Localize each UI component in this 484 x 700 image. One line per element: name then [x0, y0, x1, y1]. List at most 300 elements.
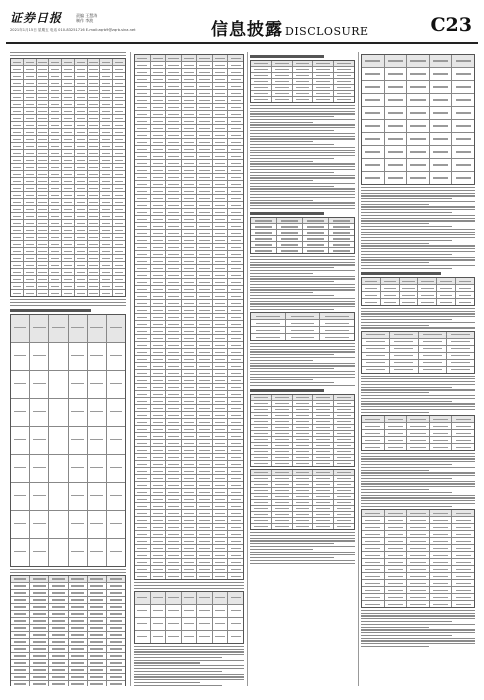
cell-text — [137, 114, 147, 115]
table-cell — [88, 371, 107, 398]
cell-text — [33, 683, 46, 684]
table-cell — [228, 510, 243, 516]
cell-text — [199, 170, 209, 171]
table-cell — [313, 476, 334, 481]
text-line — [361, 206, 475, 207]
table-cell — [11, 632, 30, 638]
cell-text — [199, 100, 209, 101]
cell-text — [325, 337, 349, 338]
table-row — [11, 122, 125, 129]
cell-text — [199, 72, 209, 73]
table-cell — [385, 159, 408, 171]
table-cell — [107, 483, 125, 510]
table-cell — [182, 482, 198, 488]
table-cell — [30, 674, 49, 680]
text-line — [250, 560, 355, 561]
cell-text — [168, 415, 178, 416]
table-cell — [228, 293, 243, 299]
table-cell — [151, 349, 167, 355]
table-cell — [272, 395, 293, 400]
table-cell — [182, 618, 198, 630]
cell-text — [199, 394, 209, 395]
cell-text — [64, 76, 72, 77]
cell-text — [13, 209, 21, 210]
table-cell — [24, 206, 37, 212]
table-cell — [135, 475, 151, 481]
cell-text — [199, 450, 209, 451]
table-cell — [49, 199, 62, 205]
table-cell — [334, 425, 354, 430]
table-cell — [293, 73, 314, 78]
cell-text — [254, 526, 268, 527]
table-cell — [182, 370, 198, 376]
cell-text — [71, 411, 84, 412]
table-cell — [228, 237, 243, 243]
cell-text — [199, 478, 209, 479]
cell-text — [365, 583, 380, 584]
table-row — [11, 681, 125, 686]
table-cell — [166, 69, 182, 75]
cell-text — [102, 167, 110, 168]
cell-text — [215, 569, 225, 570]
text-line — [361, 223, 429, 224]
table-cell — [313, 431, 334, 436]
cell-text — [365, 555, 380, 556]
cell-text — [337, 75, 351, 76]
cell-text — [38, 174, 46, 175]
cell-text — [231, 450, 241, 451]
table-cell — [11, 199, 24, 205]
table-cell — [166, 454, 182, 460]
table-cell — [75, 248, 88, 254]
table-cell — [37, 143, 50, 149]
cell-text — [89, 104, 97, 105]
table-cell — [11, 611, 30, 617]
table-cell — [151, 419, 167, 425]
cell-text — [153, 317, 163, 318]
cell-text — [115, 251, 123, 252]
table-cell — [49, 192, 62, 198]
table-cell — [182, 461, 198, 467]
cell-text — [137, 380, 147, 381]
table-cell — [24, 73, 37, 79]
table-cell — [49, 143, 62, 149]
cell-text — [52, 627, 65, 628]
cell-text — [307, 244, 325, 245]
table-cell — [228, 195, 243, 201]
cell-text — [423, 341, 442, 342]
text-line — [250, 540, 355, 541]
table-cell — [100, 206, 113, 212]
text-line — [250, 208, 355, 209]
text-line — [361, 257, 475, 258]
table-cell — [88, 646, 107, 652]
table-cell — [100, 199, 113, 205]
table-cell — [49, 234, 62, 240]
table-row — [11, 639, 125, 646]
cell-text — [365, 295, 377, 296]
data-table — [361, 277, 475, 306]
cell-text — [14, 655, 27, 656]
cell-text — [13, 258, 21, 259]
table-row — [11, 171, 125, 178]
cell-text — [168, 513, 178, 514]
table-cell — [362, 292, 381, 298]
cell-text — [168, 338, 178, 339]
table-cell — [88, 269, 101, 275]
table-cell — [213, 398, 229, 404]
cell-text — [184, 471, 194, 472]
table-row — [135, 181, 243, 188]
cell-text — [71, 327, 84, 328]
cell-text — [433, 73, 448, 74]
table-cell — [197, 251, 213, 257]
table-row — [135, 195, 243, 202]
cell-text — [51, 174, 59, 175]
table-cell — [75, 220, 88, 226]
table-cell — [62, 122, 75, 128]
table-cell — [69, 399, 88, 426]
cell-text — [231, 303, 241, 304]
cell-text — [199, 422, 209, 423]
table-cell — [166, 405, 182, 411]
cell-text — [153, 345, 163, 346]
cell-text — [215, 401, 225, 402]
cell-text — [71, 467, 84, 468]
table-cell — [447, 346, 474, 352]
table-cell — [197, 237, 213, 243]
cell-text — [215, 562, 225, 563]
table-cell — [293, 443, 314, 448]
table-row — [11, 66, 125, 73]
table-row — [135, 412, 243, 419]
cell-text — [365, 112, 380, 113]
cell-text — [231, 198, 241, 199]
cell-text — [365, 447, 380, 448]
cell-text — [51, 251, 59, 252]
table-cell — [334, 482, 354, 487]
cell-text — [410, 177, 425, 178]
table-cell — [62, 87, 75, 93]
table-cell — [62, 143, 75, 149]
cell-text — [231, 156, 241, 157]
cell-text — [89, 83, 97, 84]
table-cell — [166, 370, 182, 376]
cell-text — [102, 118, 110, 119]
cell-text — [153, 58, 163, 59]
cell-text — [215, 373, 225, 374]
table-cell — [24, 108, 37, 114]
table-cell — [113, 227, 125, 233]
cell-text — [333, 220, 351, 221]
cell-text — [296, 457, 310, 458]
table-cell — [272, 500, 293, 505]
cell-text — [77, 153, 85, 154]
table-cell — [30, 632, 49, 638]
cell-text — [137, 212, 147, 213]
table-cell — [251, 470, 272, 475]
cell-text — [410, 125, 425, 126]
cell-text — [38, 265, 46, 266]
section-heading — [10, 309, 91, 312]
table-cell — [303, 230, 329, 235]
table-cell — [30, 427, 49, 454]
cell-text — [90, 383, 103, 384]
text-line — [134, 674, 244, 675]
cell-text — [89, 244, 97, 245]
cell-text — [215, 149, 225, 150]
table-cell — [272, 67, 293, 72]
cell-text — [296, 484, 310, 485]
table-cell — [407, 573, 430, 579]
cell-text — [199, 499, 209, 500]
cell-text — [199, 534, 209, 535]
table-cell — [452, 120, 474, 132]
table-cell — [166, 90, 182, 96]
cell-text — [90, 523, 103, 524]
table-cell — [213, 559, 229, 565]
cell-text — [184, 233, 194, 234]
table-cell — [30, 681, 49, 686]
cell-text — [291, 316, 315, 317]
table-cell — [182, 503, 198, 509]
cell-text — [168, 436, 178, 437]
cell-text — [89, 146, 97, 147]
text-line — [361, 215, 475, 216]
table-cell — [452, 552, 474, 558]
section-heading — [361, 272, 441, 275]
table-cell — [213, 83, 229, 89]
cell-text — [365, 440, 380, 441]
table-row — [135, 293, 243, 300]
table-cell — [151, 328, 167, 334]
table-cell — [213, 146, 229, 152]
cell-text — [215, 303, 225, 304]
table-cell — [313, 443, 334, 448]
text-line — [361, 467, 475, 468]
table-cell — [293, 449, 314, 454]
table-cell — [228, 559, 243, 565]
text-line — [10, 52, 126, 53]
text-line — [361, 618, 475, 619]
cell-text — [77, 244, 85, 245]
table-cell — [334, 401, 354, 406]
table-cell — [135, 230, 151, 236]
cell-text — [168, 191, 178, 192]
table-row — [135, 160, 243, 167]
cell-text — [275, 490, 289, 491]
cell-text — [64, 293, 72, 294]
cell-text — [51, 202, 59, 203]
cell-text — [168, 212, 178, 213]
text-block — [10, 569, 126, 573]
table-cell — [88, 590, 107, 596]
cell-text — [52, 648, 65, 649]
table-cell — [182, 258, 198, 264]
table-cell — [452, 444, 474, 450]
table-cell — [197, 517, 213, 523]
cell-text — [421, 295, 433, 296]
text-line — [361, 240, 452, 241]
table-cell — [151, 454, 167, 460]
table-cell — [151, 412, 167, 418]
cell-text — [38, 97, 46, 98]
table-cell — [407, 107, 430, 119]
cell-text — [388, 569, 403, 570]
cell-text — [137, 387, 147, 388]
cell-text — [296, 75, 310, 76]
table-cell — [135, 447, 151, 453]
text-line — [250, 105, 355, 106]
cell-text — [115, 174, 123, 175]
cell-text — [52, 578, 65, 579]
table-cell — [182, 524, 198, 530]
cell-text — [110, 355, 123, 356]
cell-text — [184, 240, 194, 241]
cell-text — [90, 551, 103, 552]
table-cell — [452, 594, 474, 600]
cell-text — [365, 151, 380, 152]
table-cell — [62, 171, 75, 177]
cell-text — [199, 597, 209, 598]
cell-text — [410, 73, 425, 74]
cell-text — [33, 578, 46, 579]
table-cell — [182, 244, 198, 250]
cell-text — [199, 303, 209, 304]
text-line — [361, 492, 452, 493]
cell-text — [215, 282, 225, 283]
table-cell — [135, 146, 151, 152]
table-cell — [69, 653, 88, 659]
cell-text — [102, 286, 110, 287]
cell-text — [137, 555, 147, 556]
cell-text — [215, 464, 225, 465]
table-cell — [407, 437, 430, 443]
cell-text — [137, 478, 147, 479]
cell-text — [89, 188, 97, 189]
cell-text — [254, 75, 268, 76]
table-cell — [88, 255, 101, 261]
cell-text — [365, 86, 380, 87]
table-cell — [182, 153, 198, 159]
cell-text — [137, 303, 147, 304]
table-cell — [362, 444, 385, 450]
cell-text — [13, 132, 21, 133]
table-cell — [135, 55, 151, 61]
cell-text — [168, 394, 178, 395]
table-cell — [430, 107, 453, 119]
table-cell — [151, 244, 167, 250]
cell-text — [137, 345, 147, 346]
cell-text — [384, 302, 396, 303]
cell-text — [456, 447, 471, 448]
table-cell — [213, 174, 229, 180]
table-cell — [197, 398, 213, 404]
cell-text — [168, 261, 178, 262]
table-cell — [197, 174, 213, 180]
table-cell — [400, 285, 419, 291]
table-cell — [228, 146, 243, 152]
cell-text — [26, 230, 34, 231]
text-line — [361, 401, 452, 402]
table-cell — [135, 419, 151, 425]
table-cell — [228, 55, 243, 61]
cell-text — [184, 128, 194, 129]
table-cell — [182, 251, 198, 257]
text-line — [134, 671, 222, 672]
table-cell — [452, 68, 474, 80]
text-line — [10, 572, 126, 573]
cell-text — [184, 373, 194, 374]
text-line — [134, 649, 244, 650]
table-cell — [75, 150, 88, 156]
table-cell — [37, 276, 50, 282]
table-row — [135, 335, 243, 342]
table-cell — [182, 573, 198, 579]
table-cell — [166, 503, 182, 509]
table-row — [135, 216, 243, 223]
table-cell — [151, 356, 167, 362]
cell-text — [307, 238, 325, 239]
table-cell — [49, 122, 62, 128]
cell-text — [199, 492, 209, 493]
cell-text — [231, 142, 241, 143]
table-cell — [151, 139, 167, 145]
cell-text — [184, 387, 194, 388]
table-cell — [251, 67, 272, 72]
table-cell — [197, 377, 213, 383]
cell-text — [184, 499, 194, 500]
table-cell — [452, 545, 474, 551]
table-row — [135, 55, 243, 62]
table-cell — [49, 674, 68, 680]
table-cell — [251, 419, 272, 424]
table-row — [135, 538, 243, 545]
table-cell — [407, 531, 430, 537]
table-cell — [100, 192, 113, 198]
cell-text — [337, 93, 351, 94]
cell-text — [366, 341, 385, 342]
table-cell — [24, 59, 37, 65]
cell-text — [77, 139, 85, 140]
cell-text — [215, 485, 225, 486]
cell-text — [184, 534, 194, 535]
cell-text — [71, 355, 84, 356]
table-cell — [452, 107, 474, 119]
table-cell — [293, 506, 314, 511]
table-cell — [49, 241, 62, 247]
cell-text — [215, 415, 225, 416]
text-line — [361, 234, 475, 235]
table-cell — [228, 251, 243, 257]
cell-text — [13, 97, 21, 98]
table-cell — [272, 91, 293, 96]
cell-text — [168, 296, 178, 297]
cell-text — [168, 352, 178, 353]
table-cell — [151, 482, 167, 488]
cell-text — [231, 485, 241, 486]
cell-text — [115, 209, 123, 210]
cell-text — [89, 293, 97, 294]
table-cell — [182, 342, 198, 348]
table-cell — [419, 360, 447, 366]
cell-text — [13, 83, 21, 84]
cell-text — [456, 520, 471, 521]
cell-text — [337, 439, 351, 440]
table-cell — [135, 223, 151, 229]
text-line — [250, 270, 355, 271]
cell-text — [255, 220, 273, 221]
